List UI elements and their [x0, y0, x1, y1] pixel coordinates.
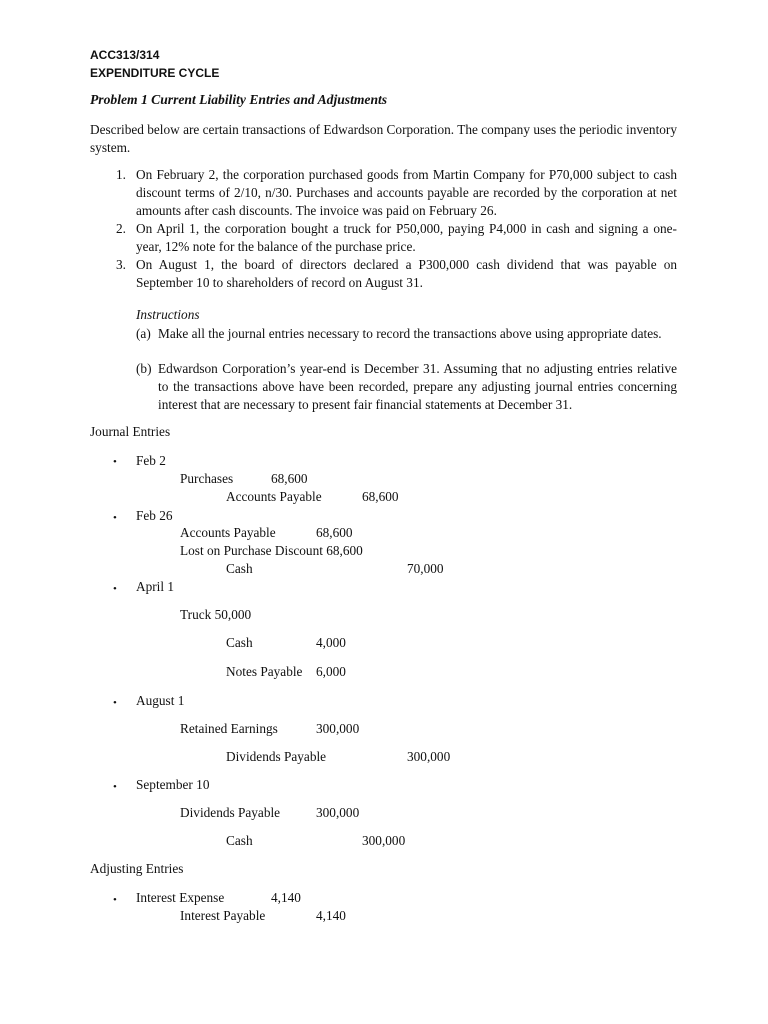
intro-paragraph: Described below are certain transactions of Edwardson Corporation. The company uses the periodic inventory system. [90, 122, 677, 155]
credit-account: Interest Payable [180, 908, 266, 923]
bullet-icon: • [113, 894, 117, 906]
entry-date: August 1 [136, 693, 185, 708]
transaction-item: On August 1, the board of directors declared a P300,000 cash dividend that was payable on September 10 to shareholders of record on August 31. [136, 257, 677, 290]
entry-date: Feb 26 [136, 508, 173, 523]
journal-heading: Journal Entries [90, 424, 171, 439]
bullet-icon: • [113, 583, 117, 595]
credit-amount: 6,000 [316, 664, 346, 679]
debit-line: Truck 50,000 [180, 607, 252, 622]
debit-amount: 4,140 [271, 890, 301, 905]
debit-line: Lost on Purchase Discount 68,600 [180, 543, 363, 558]
credit-amount: 68,600 [362, 489, 399, 504]
problem-title: Problem 1 Current Liability Entries and Adjustments [90, 92, 388, 107]
entry-date: September 10 [136, 777, 210, 792]
list-number: 2. [116, 221, 126, 236]
entry-date: Feb 2 [136, 453, 166, 468]
debit-account: Accounts Payable [180, 525, 276, 540]
list-number: 1. [116, 167, 126, 182]
credit-account: Cash [226, 561, 253, 576]
credit-amount: 70,000 [407, 561, 444, 576]
instruction-letter: (b) [136, 361, 152, 376]
list-number: 3. [116, 257, 126, 272]
bullet-icon: • [113, 456, 117, 468]
instructions-title: Instructions [136, 307, 200, 322]
instruction-letter: (a) [136, 326, 151, 341]
credit-account: Cash [226, 635, 253, 650]
entry-date: April 1 [136, 579, 175, 594]
instruction-item: Edwardson Corporation’s year-end is December 31. Assuming that no adjusting entries relative to the transactions above have been recorded, prepare any adjusting journal entries concerning interest that are necessary to present fair financial statements at December 31. [158, 361, 677, 412]
debit-account: Dividends Payable [180, 805, 281, 820]
topic-heading: EXPENDITURE CYCLE [90, 66, 220, 80]
debit-amount: 300,000 [316, 721, 360, 736]
credit-amount: 4,000 [316, 635, 346, 650]
credit-amount: 300,000 [407, 749, 451, 764]
bullet-icon: • [113, 781, 117, 793]
adjusting-heading: Adjusting Entries [90, 861, 184, 876]
debit-account: Purchases [180, 471, 234, 486]
debit-account: Retained Earnings [180, 721, 278, 736]
instruction-item: Make all the journal entries necessary to record the transactions above using appropriate dates. [158, 326, 662, 341]
course-code: ACC313/314 [90, 48, 160, 62]
credit-amount: 4,140 [316, 908, 346, 923]
debit-amount: 68,600 [316, 525, 353, 540]
debit-amount: 300,000 [316, 805, 360, 820]
transaction-item: On February 2, the corporation purchased goods from Martin Company for P70,000 subject to cash discount terms of 2/10, n/30. Purchases and accounts payable are recorded by the corporation at net amounts after cash discounts. The invoice was paid on February 26. [136, 167, 677, 218]
bullet-icon: • [113, 512, 117, 524]
credit-account: Cash [226, 833, 253, 848]
credit-account: Accounts Payable [226, 489, 322, 504]
debit-amount: 68,600 [271, 471, 308, 486]
debit-account: Interest Expense [136, 890, 225, 905]
credit-account: Dividends Payable [226, 749, 327, 764]
credit-account: Notes Payable [226, 664, 303, 679]
bullet-icon: • [113, 697, 117, 709]
credit-amount: 300,000 [362, 833, 406, 848]
transaction-item: On April 1, the corporation bought a truck for P50,000, paying P4,000 in cash and signing a one-year, 12% note for the balance of the purchase price. [136, 221, 677, 254]
